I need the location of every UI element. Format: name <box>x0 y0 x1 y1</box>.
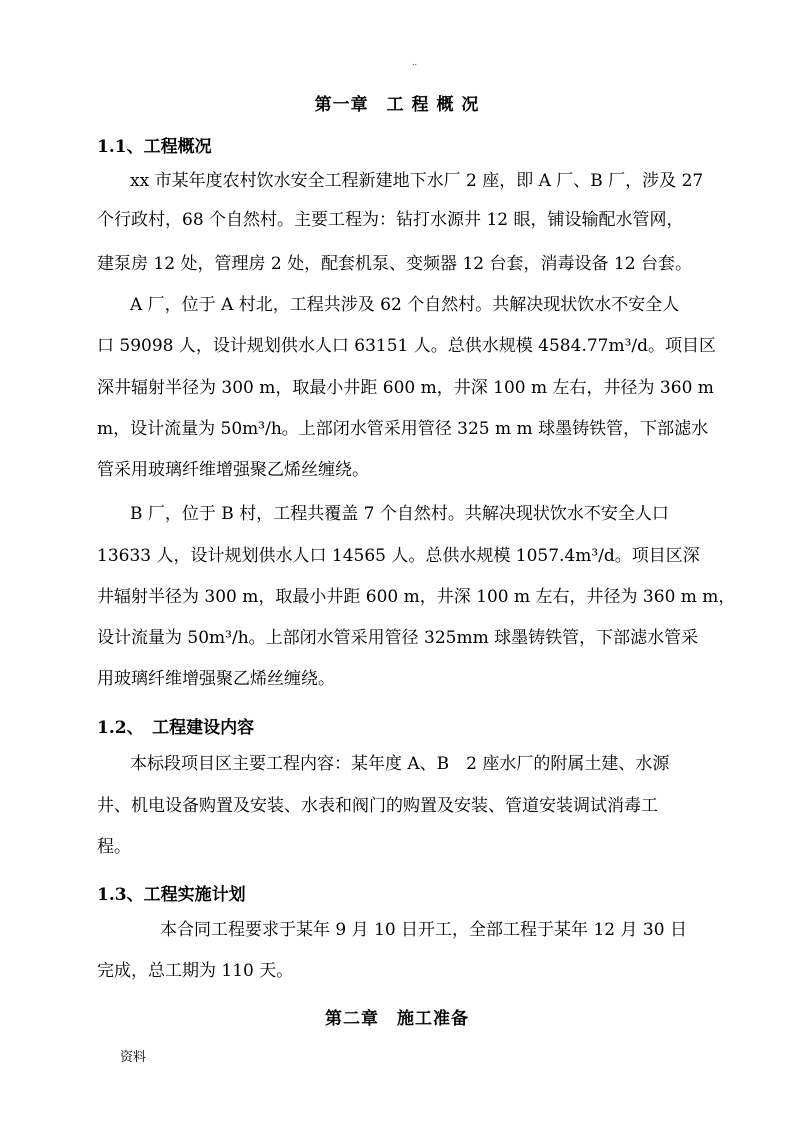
text-line: 本标段项目区主要工程内容：某年度 A、B 2 座水厂的附属土建、水源 <box>130 754 670 774</box>
text-line: 个行政村，68 个自然村。主要工程为：钻打水源井 12 眼，铺设输配水管网， <box>97 210 684 230</box>
text-line: m，设计流量为 50m³/h。上部闭水管采用管径 325 m m 球墨铸铁管，下部滤水 <box>97 419 709 439</box>
section-1-2-heading: 1.2、 工程建设内容 <box>97 718 255 738</box>
text-line: 深井辐射半径为 300 m，取最小井距 600 m，井深 100 m 左右，井径为 360 m <box>97 378 714 398</box>
text-line: 设计流量为 50m³/h。上部闭水管采用管径 325mm 球墨铸铁管，下部滤水管采 <box>97 628 699 648</box>
section-1-1-heading: 1.1、工程概况 <box>97 137 212 157</box>
text-line: xx 市某年度农村饮水安全工程新建地下水厂 2 座，即 A 厂、B 厂，涉及 27 <box>130 171 704 191</box>
footer-label: 资料 <box>120 1050 147 1065</box>
text-line: 口 59098 人，设计规划供水人口 63151 人。总供水规模 4584.77m³/d。项目区 <box>97 336 717 356</box>
text-line: 管采用玻璃纤维增强聚乙烯丝缠绕。 <box>97 460 369 480</box>
header-mark: .. <box>412 58 418 67</box>
text-line: A 厂，位于 A 村北，工程共涉及 62 个自然村。共解决现状饮水不安全人 <box>130 295 680 315</box>
text-line: B 厂，位于 B 村，工程共覆盖 7 个自然村。共解决现状饮水不安全人口 <box>130 504 669 524</box>
text-line: 井、机电设备购置及安装、水表和阀门的购置及安装、管道安装调试消毒工 <box>97 796 658 816</box>
chapter-1-title: 第一章 工 程 概 况 <box>314 95 480 115</box>
chapter-2-title: 第二章 施工准备 <box>325 1009 469 1029</box>
text-line: 本合同工程要求于某年 9 月 10 日开工，全部工程于某年 12 月 30 日 <box>160 920 687 940</box>
text-line: 建泵房 12 处，管理房 2 处，配套机泵、变频器 12 台套，消毒设备 12 台套。 <box>97 254 692 274</box>
text-line: 用玻璃纤维增强聚乙烯丝缠绕。 <box>97 669 335 689</box>
text-line: 程。 <box>97 837 131 857</box>
text-line: 13633 人，设计规划供水人口 14565 人。总供水规模 1057.4m³/d。项目区深 <box>97 546 700 566</box>
text-line: 井辐射半径为 300 m，取最小井距 600 m，井深 100 m 左右，井径为 360 m m， <box>97 587 736 607</box>
text-line: 完成，总工期为 110 天。 <box>97 961 294 981</box>
section-1-3-heading: 1.3、工程实施计划 <box>97 885 246 905</box>
